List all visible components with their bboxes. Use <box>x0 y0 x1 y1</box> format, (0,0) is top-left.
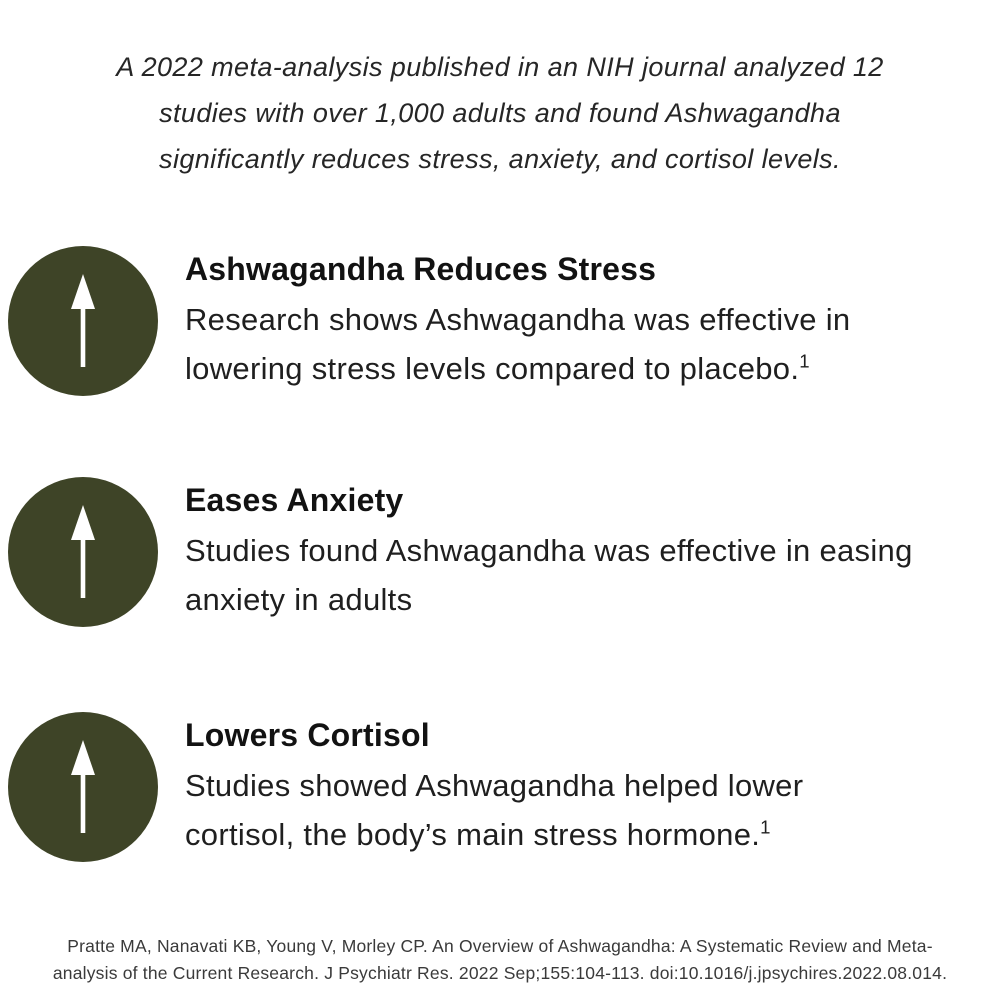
section-body-text: Studies showed Ashwagandha helped lower cortisol, the body’s main stress hormone. <box>185 768 804 852</box>
up-arrow-circle-icon <box>8 712 158 862</box>
section-text-block <box>185 246 917 393</box>
citation-footer <box>0 933 1000 987</box>
section-title: Lowers Cortisol <box>185 717 430 753</box>
section-reduces-stress <box>8 246 917 396</box>
header-quote-line-1: A 2022 meta-analysis published in an NIH journal analyzed 12 <box>116 52 884 82</box>
section-eases-anxiety <box>8 477 917 627</box>
section-lowers-cortisol <box>8 712 917 862</box>
section-body <box>185 761 917 859</box>
citation-superscript: 1 <box>799 350 810 372</box>
citation-line-2: analysis of the Current Research. J Psychiatr Res. 2022 Sep;155:104-113. doi:10.1016/j.jpsychires.2022.08.014. <box>52 963 948 983</box>
section-body <box>185 295 917 393</box>
citation-line-1: Pratte MA, Nanavati KB, Young V, Morley CP. An Overview of Ashwagandha: A Systematic Review and Meta- <box>67 936 933 956</box>
section-body-text: Research shows Ashwagandha was effective in lowering stress levels compared to placebo. <box>185 302 851 386</box>
header-quote-line-2: studies with over 1,000 adults and found Ashwagandha <box>159 98 841 128</box>
up-arrow-circle-icon <box>8 477 158 627</box>
header-quote-line-3: significantly reduces stress, anxiety, and cortisol levels. <box>159 144 841 174</box>
section-text-block <box>185 712 917 859</box>
section-title: Eases Anxiety <box>185 482 404 518</box>
header-quote <box>0 44 1000 182</box>
section-title: Ashwagandha Reduces Stress <box>185 251 657 287</box>
up-arrow-circle-icon <box>8 246 158 396</box>
citation-superscript: 1 <box>760 816 771 838</box>
section-body-text: Studies found Ashwagandha was effective in easing anxiety in adults <box>185 533 913 617</box>
section-body <box>185 526 917 624</box>
section-text-block <box>185 477 917 624</box>
